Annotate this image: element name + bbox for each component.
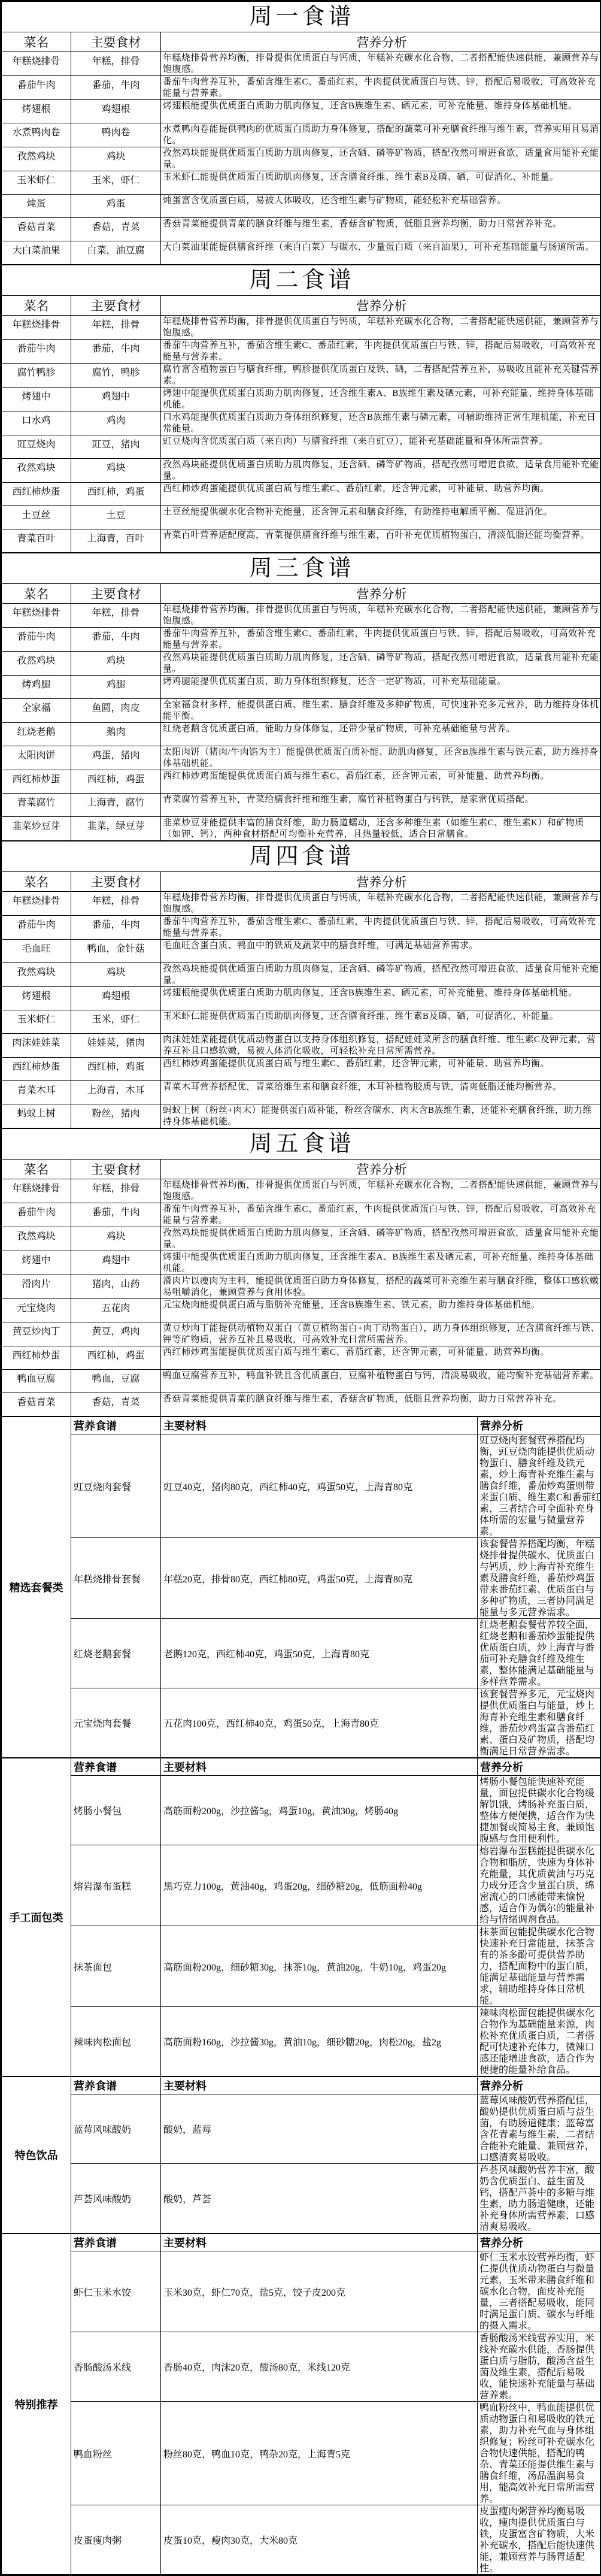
recipe-row [2, 1776, 601, 1845]
analysis-cell: 口水鸡能提供优质蛋白质助力身体组织修复，还含B族维生素与磷元素，可辅助维持正常生理机能，补充日常能量。 [161, 411, 601, 435]
dish-name-cell: 年糕烧排骨 [2, 52, 71, 76]
menu-row [2, 676, 601, 699]
analysis-cell: 土豆丝能提供碳水化合物补充能量，还含钾元素和膳食纤维，有助维持电解质平衡、促进消化。 [161, 506, 601, 529]
recipe-name-cell: 虾仁玉米水饺 [71, 2251, 161, 2332]
analysis-cell: 年糕烧排骨营养均衡，排骨提供优质蛋白与钙质，年糕补充碳水化合物，二者搭配能快速供能，兼顾营养与饱腹感。 [161, 892, 601, 916]
analysis-cell: 青菜腐竹营养互补，青菜给膳食纤维和维生素，腐竹补植物蛋白与钙铁，是家常优质搭配。 [161, 794, 601, 817]
recipe-row [2, 2164, 601, 2233]
ingredients-cell: 鸡腿 [71, 676, 161, 699]
weekly-table-wednesday [1, 553, 601, 841]
menu-row [2, 340, 601, 364]
ingredients-cell: 鹅肉 [71, 723, 161, 746]
menu-row [2, 195, 601, 218]
col-header-nutrition-analysis: 营养分析 [161, 1160, 601, 1179]
materials-cell: 皮蛋10克，瘦肉30克，大米80克 [161, 2505, 478, 2575]
ingredients-cell: 番茄，牛肉 [71, 628, 161, 652]
ingredients-cell: 鸡块 [71, 147, 161, 171]
col-header-ingredients: 主要食材 [71, 1160, 161, 1179]
dish-name-cell: 口水鸡 [2, 411, 71, 435]
materials-cell: 高筋面粉200g，细砂糖30g，抹茶10g，黄油20g，牛奶10g，鸡蛋20g [161, 1926, 478, 2007]
dish-name-cell: 年糕烧排骨 [2, 892, 71, 916]
materials-cell: 粉丝80克，鸭血10克，鸭杂20克，上海青5克 [161, 2402, 478, 2505]
menu-row [2, 388, 601, 411]
dish-name-cell: 年糕烧排骨 [2, 316, 71, 340]
analysis-cell: 烤鸡腿能提供优质蛋白质，助力身体组织修复，还含一定矿物质，可补充基础能量。 [161, 676, 601, 699]
dish-name-cell: 孜然鸡块 [2, 963, 71, 987]
analysis-cell: 该套餐营养搭配均衡，年糕烧排骨提供碳水、优质蛋白与钙质，炒上海青补充维生素及膳食纤维，番茄炒鸡蛋带来番茄红素、优质蛋白与多种矿物质，三者协同满足能量与多元营养需求。 [478, 1538, 601, 1619]
dish-name-cell: 大白菜油果 [2, 241, 71, 265]
menu-row [2, 1346, 601, 1370]
menu-row [2, 100, 601, 123]
ingredients-cell: 鸡翅中 [71, 388, 161, 411]
dish-name-cell: 青菜百叶 [2, 529, 71, 553]
dish-name-cell: 孜然鸡块 [2, 1227, 71, 1251]
menu-row [2, 364, 601, 388]
materials-cell: 酸奶，蓝莓 [161, 2094, 478, 2164]
dish-name-cell: 毛血旺 [2, 940, 71, 963]
dish-name-cell: 烤翅中 [2, 1251, 71, 1275]
analysis-cell: 黄豆炒肉丁能提供动植物双蛋白（黄豆植物蛋白+肉丁动物蛋白），助力身体组织修复，还含膳食纤维与铁、钾等矿物质，营养互补且易吸收，可高效补充日常所需营养。 [161, 1322, 601, 1346]
ingredients-cell: 鸭血，金针菇 [71, 940, 161, 963]
ingredients-cell: 白菜，油豆腐 [71, 241, 161, 265]
dish-name-cell: 肉沫娃娃菜 [2, 1034, 71, 1058]
analysis-cell: 西红柿炒鸡蛋能提供优质蛋白质与维生素C、番茄红素，还含钾元素，可补能量、助营养均衡。 [161, 483, 601, 506]
dish-name-cell: 玉米虾仁 [2, 1010, 71, 1034]
materials-cell: 年糕20克，排骨80克，西红柿80克，鸡蛋50克，上海青80克 [161, 1538, 478, 1619]
dish-name-cell: 番茄牛肉 [2, 916, 71, 940]
dish-name-cell: 番茄牛肉 [2, 340, 71, 364]
col-header-nutrition-analysis: 营养分析 [478, 2234, 601, 2251]
ingredients-cell: 鸡蛋 [71, 195, 161, 218]
dish-name-cell: 西红柿炒蛋 [2, 483, 71, 506]
dish-name-cell: 西红柿炒蛋 [2, 1346, 71, 1370]
day-title: 周一食谱 [2, 2, 601, 32]
dish-name-cell: 青菜腐竹 [2, 794, 71, 817]
menu-row [2, 892, 601, 916]
ingredients-cell: 番茄，牛肉 [71, 76, 161, 100]
menu-row [2, 604, 601, 628]
analysis-cell: 香菇青菜能提供青菜的膳食纤维与维生素，香菇含矿物质，低脂且营养均衡，助力日常营养补充。 [161, 218, 601, 241]
category-label: 特色饮品 [2, 2077, 71, 2233]
analysis-cell: 孜然鸡块能提供优质蛋白质助力肌肉修复，还含硒、磷等矿物质，搭配孜然可增进食欲，适量食用能补充能量。 [161, 652, 601, 676]
analysis-cell: 西红柿炒鸡蛋能提供优质蛋白质与维生素C、番茄红素，还含钾元素，可补能量、助营养均衡。 [161, 770, 601, 794]
dish-name-cell: 香菇青菜 [2, 218, 71, 241]
analysis-cell: 香菇青菜能提供青菜的膳食纤维与维生素，香菇含矿物质，低脂且营养均衡，助力日常营养补充。 [161, 1393, 601, 1416]
day-title: 周五食谱 [2, 1129, 601, 1160]
col-header-ingredients: 主要食材 [71, 296, 161, 316]
analysis-cell: 韭菜炒豆芽能提供丰富的膳食纤维，助力肠道蠕动，还含多种维生素（如维生素C、维生素K）和矿物质（如钾、钙），两种食材搭配可均衡补充营养，且热量较低，适合日常膳食。 [161, 817, 601, 841]
menu-row [2, 963, 601, 987]
ingredients-cell: 腐竹，鸭胗 [71, 364, 161, 388]
dish-name-cell: 烤鸡腿 [2, 676, 71, 699]
analysis-cell: 烤翅中能提供优质蛋白质助力肌肉修复，还含维生素A、B族维生素及硒元素，可补充能量、维持身体基础机能。 [161, 388, 601, 411]
menu-row [2, 723, 601, 746]
dish-name-cell: 水煮鸭肉卷 [2, 123, 71, 147]
menu-row [2, 1203, 601, 1227]
analysis-cell: 烤翅根能提供优质蛋白质助力肌肉修复，还含B族维生素、硒元素，可补充能量、维持身体基础机能。 [161, 100, 601, 123]
col-header-dish-name: 菜名 [2, 584, 71, 604]
recipe-row [2, 2505, 601, 2575]
col-header-nutrition-analysis: 营养分析 [161, 296, 601, 316]
menu-row [2, 1179, 601, 1203]
analysis-cell: 水煮鸭肉卷能提供鸭肉的优质蛋白质助力身体修复，搭配的蔬菜可补充膳食纤维与维生素，营养实用且易消化。 [161, 123, 601, 147]
dish-name-cell: 玉米虾仁 [2, 171, 71, 195]
menu-row [2, 1393, 601, 1416]
analysis-cell: 番茄牛肉营养互补，番茄含维生素C、番茄红素，牛肉提供优质蛋白与铁、锌，搭配后易吸收，可高效补充能量与营养素。 [161, 76, 601, 100]
analysis-cell: 年糕烧排骨营养均衡，排骨提供优质蛋白与钙质，年糕补充碳水化合物，二者搭配能快速供能，兼顾营养与饱腹感。 [161, 52, 601, 76]
dish-name-cell: 孜然鸡块 [2, 459, 71, 483]
recipe-name-cell: 蓝莓风味酸奶 [71, 2094, 161, 2164]
dish-name-cell: 腐竹鸭胗 [2, 364, 71, 388]
analysis-cell: 西红柿炒鸡蛋能提供优质蛋白质与维生素C、番茄红素，还含钾元素，可补能量、助营养均衡。 [161, 1346, 601, 1370]
menu-row [2, 1227, 601, 1251]
dish-name-cell: 豇豆烧肉 [2, 435, 71, 459]
analysis-cell: 青菜百叶营养适配度高，青菜提供膳食纤维与维生素，百叶补充优质植物蛋白，清淡低脂还能均衡营养。 [161, 529, 601, 553]
analysis-cell: 孜然鸡块能提供优质蛋白质助力肌肉修复，还含硒、磷等矿物质，搭配孜然可增进食欲，适量食用能补充能量。 [161, 963, 601, 987]
col-header-nutrition-analysis: 营养分析 [161, 32, 601, 52]
analysis-cell: 番茄牛肉营养互补，番茄含维生素C、番茄红素，牛肉提供优质蛋白与铁、锌，搭配后易吸收，可高效补充能量与营养素。 [161, 916, 601, 940]
ingredients-cell: 土豆 [71, 506, 161, 529]
recipe-row [2, 2007, 601, 2076]
ingredients-cell: 鸡块 [71, 652, 161, 676]
col-header-nutrition-analysis: 营养分析 [478, 1417, 601, 1434]
recipe-row [2, 1538, 601, 1619]
menu-row [2, 506, 601, 529]
dish-name-cell: 年糕烧排骨 [2, 1179, 71, 1203]
dish-name-cell: 西红柿炒蛋 [2, 1058, 71, 1081]
recipe-row [2, 2094, 601, 2164]
ingredients-cell: 西红柿，鸡蛋 [71, 770, 161, 794]
analysis-cell: 毛血旺含蛋白质、鸭血中的铁质及蔬菜中的膳食纤维，可满足基础营养需求。 [161, 940, 601, 963]
materials-cell: 五花肉100克，西红柿40克，鸡蛋50克，上海青80克 [161, 1688, 478, 1758]
menu-row [2, 147, 601, 171]
dish-name-cell: 孜然鸡块 [2, 147, 71, 171]
ingredients-cell: 上海青，百叶 [71, 529, 161, 553]
menu-row [2, 459, 601, 483]
materials-cell: 高筋面粉160g，沙拉酱30g，黄油10g，细砂糖20g，肉松20g，盐2g [161, 2007, 478, 2076]
recipe-name-cell: 皮蛋瘦肉粥 [71, 2505, 161, 2575]
menu-row [2, 241, 601, 265]
recipe-row [2, 2402, 601, 2505]
ingredients-cell: 鸡翅中 [71, 1251, 161, 1275]
col-header-recipe: 营养食谱 [71, 1758, 161, 1776]
analysis-cell: 腐竹富含植物蛋白与膳食纤维，鸭胗提供优质蛋白及铁、硒，二者搭配营养互补，易吸收且能补充关键营养素。 [161, 364, 601, 388]
analysis-cell: 西红柿炒鸡蛋能提供优质蛋白质与维生素C、番茄红素，还含钾元素，可补能量、助营养均衡。 [161, 1058, 601, 1081]
analysis-cell: 香肠酸汤米线营养实用，米线补充碳水供能，香肠提供蛋白质与脂肪，酸汤含益生菌及维生素，搭配后易吸收，能快速补充能量与基础营养素。 [478, 2332, 601, 2402]
ingredients-cell: 玉米，虾仁 [71, 171, 161, 195]
dish-name-cell: 红烧老鹅 [2, 723, 71, 746]
analysis-cell: 孜然鸡块能提供优质蛋白质助力肌肉修复，还含硒、磷等矿物质，搭配孜然可增进食欲，适量食用能补充能量。 [161, 1227, 601, 1251]
dish-name-cell: 炖蛋 [2, 195, 71, 218]
ingredients-cell: 黄豆，鸡肉 [71, 1322, 161, 1346]
weekly-table-thursday [1, 841, 601, 1128]
dish-name-cell: 孜然鸡块 [2, 652, 71, 676]
category-table-set-meals [1, 1416, 601, 1758]
ingredients-cell: 玉米，虾仁 [71, 1010, 161, 1034]
recipe-name-cell: 烤肠小餐包 [71, 1776, 161, 1845]
analysis-cell: 辣味肉松面包能提供碳水化合物作为基础能量来源，肉松补充优质蛋白质，二者搭配可快速补充体力，微辣口感还能增进食欲，适合作为便捷的能量补给食品。 [478, 2007, 601, 2076]
menu-row [2, 987, 601, 1010]
ingredients-cell: 粉丝，猪肉 [71, 1104, 161, 1128]
ingredients-cell: 番茄，牛肉 [71, 1203, 161, 1227]
dish-name-cell: 烤翅根 [2, 100, 71, 123]
col-header-ingredients: 主要食材 [71, 32, 161, 52]
dish-name-cell: 番茄牛肉 [2, 76, 71, 100]
col-header-dish-name: 菜名 [2, 32, 71, 52]
analysis-cell: 太阳肉饼（猪肉/牛肉馅为主）能提供优质蛋白质补能、助肌肉修复，还含B族维生素与铁元素，助力维持身体基础机能。 [161, 746, 601, 770]
analysis-cell: 年糕烧排骨营养均衡，排骨提供优质蛋白与钙质，年糕补充碳水化合物，二者搭配能快速供能，兼顾营养与饱腹感。 [161, 604, 601, 628]
recipe-name-cell: 抹茶面包 [71, 1926, 161, 2007]
recipe-row [2, 2332, 601, 2402]
weekly-table-friday [1, 1128, 601, 1416]
ingredients-cell: 鸡块 [71, 963, 161, 987]
ingredients-cell: 猪肉，山药 [71, 1275, 161, 1299]
dish-name-cell: 滑肉片 [2, 1275, 71, 1299]
ingredients-cell: 鸡块 [71, 459, 161, 483]
category-table-special-recommend [1, 2233, 601, 2575]
analysis-cell: 豇豆烧肉含优质蛋白质（来自肉）与膳食纤维（来自豇豆），能补充基础能量和身体所需营养。 [161, 435, 601, 459]
ingredients-cell: 年糕，排骨 [71, 604, 161, 628]
category-table-handmade-bread [1, 1758, 601, 2076]
menu-row [2, 628, 601, 652]
menu-row [2, 483, 601, 506]
ingredients-cell: 年糕，排骨 [71, 1179, 161, 1203]
col-header-ingredients: 主要食材 [71, 584, 161, 604]
recipe-row [2, 1845, 601, 1926]
menu-row [2, 1081, 601, 1104]
menu-row [2, 529, 601, 553]
analysis-cell: 孜然鸡块能提供优质蛋白质助力肌肉修复，还含硒、磷等矿物质，搭配孜然可增进食欲，适量食用能补充能量。 [161, 459, 601, 483]
ingredients-cell: 年糕，排骨 [71, 316, 161, 340]
materials-cell: 豇豆40克，猪肉80克，西红柿40克，鸡蛋50克，上海青80克 [161, 1434, 478, 1538]
day-title: 周二食谱 [2, 265, 601, 296]
ingredients-cell: 韭菜，绿豆芽 [71, 817, 161, 841]
recipe-name-cell: 鸭血粉丝 [71, 2402, 161, 2505]
dish-name-cell: 烤翅中 [2, 388, 71, 411]
materials-cell: 香肠40克，肉沫20克，酸汤80克，米线120克 [161, 2332, 478, 2402]
analysis-cell: 蓝莓风味酸奶营养搭配佳，酸奶提供优质蛋白质与益生菌，有助肠道健康；蓝莓富含花青素与维生素，二者结合能补充能量、兼顾营养，口感清爽易吸收。 [478, 2094, 601, 2164]
menu-row [2, 1251, 601, 1275]
ingredients-cell: 西红柿，鸡蛋 [71, 1346, 161, 1370]
ingredients-cell: 香菇，青菜 [71, 218, 161, 241]
recipe-row [2, 1926, 601, 2007]
materials-cell: 玉米30克，虾仁70克，盐5克，饺子皮200克 [161, 2251, 478, 2332]
ingredients-cell: 番茄，牛肉 [71, 916, 161, 940]
analysis-cell: 烤肠小餐包能快速补充能量，面包提供碳水化合物缓解饥饿，烤肠补充蛋白质，整体方便便携，适合作为快捷加餐或简易主食，兼顾饱腹感与食用便利性。 [478, 1776, 601, 1845]
analysis-cell: 豇豆烧肉套餐营养搭配均衡，豇豆烧肉能提供优质动物蛋白、膳食纤维及铁元素，炒上海青补充维生素与膳食纤维，番茄炒鸡蛋则带来蛋白质、维生素C和番茄红素，三者结合可全面补充身体所需的宏量与微量营养素。 [478, 1434, 601, 1538]
category-label: 精选套餐类 [2, 1417, 71, 1758]
analysis-cell: 年糕烧排骨营养均衡，排骨提供优质蛋白与钙质，年糕补充碳水化合物，二者搭配能快速供能，兼顾营养与饱腹感。 [161, 316, 601, 340]
analysis-cell: 孜然鸡块能提供优质蛋白质助力肌肉修复，还含硒、磷等矿物质，搭配孜然可增进食欲，适量食用能补充能量。 [161, 147, 601, 171]
materials-cell: 酸奶，芦荟 [161, 2164, 478, 2233]
analysis-cell: 全家福食材多样，能提供蛋白质、维生素、膳食纤维及多种矿物质，可快速补充多元营养，助力维持身体机能平衡。 [161, 699, 601, 723]
ingredients-cell: 鸡翅根 [71, 100, 161, 123]
analysis-cell: 芦荟风味酸奶营养丰富，酸奶含优质蛋白、益生菌及钙，搭配芦荟中的多糖与维生素，助力肠道健康，还能补充身体所需营养素，口感清爽易吸收。 [478, 2164, 601, 2233]
category-table-special-drinks [1, 2076, 601, 2233]
day-title: 周四食谱 [2, 841, 601, 872]
menu-row [2, 52, 601, 76]
recipe-name-cell: 辣味肉松面包 [71, 2007, 161, 2076]
recipe-name-cell: 香肠酸汤米线 [71, 2332, 161, 2402]
ingredients-cell: 番茄，牛肉 [71, 340, 161, 364]
recipe-name-cell: 红烧老鹅套餐 [71, 1619, 161, 1688]
ingredients-cell: 五花肉 [71, 1299, 161, 1322]
ingredients-cell: 鸡肉 [71, 411, 161, 435]
weekly-table-tuesday [1, 265, 601, 553]
menu-row [2, 411, 601, 435]
dish-name-cell: 蚂蚁上树 [2, 1104, 71, 1128]
analysis-cell: 番茄牛肉营养互补，番茄含维生素C、番茄红素，牛肉提供优质蛋白与铁、锌，搭配后易吸收，可高效补充能量与营养素。 [161, 628, 601, 652]
col-header-ingredients: 主要食材 [71, 872, 161, 892]
col-header-recipe: 营养食谱 [71, 1417, 161, 1434]
menu-row [2, 770, 601, 794]
analysis-cell: 蚂蚁上树（粉丝+肉末）能提供蛋白质补能，粉丝含碳水、肉末含B族维生素，还能补充膳食纤维，助力维持身体基础机能。 [161, 1104, 601, 1128]
analysis-cell: 皮蛋瘦肉粥营养均衡易吸收，瘦肉提供优质蛋白与铁，皮蛋富含矿物质，大米补充碳水，搭配后能快速供能，兼顾营养与肠胃适配性。 [478, 2505, 601, 2575]
menu-row [2, 699, 601, 723]
menu-row [2, 746, 601, 770]
col-header-nutrition-analysis: 营养分析 [161, 872, 601, 892]
analysis-cell: 玉米虾仁能提供优质蛋白质助肌肉修复，还含膳食纤维、维生素B及磷、硒，可促消化、补能量。 [161, 1010, 601, 1034]
ingredients-cell: 西红柿，鸡蛋 [71, 1058, 161, 1081]
ingredients-cell: 娃娃菜，猪肉 [71, 1034, 161, 1058]
analysis-cell: 年糕烧排骨营养均衡，排骨提供优质蛋白与钙质，年糕补充碳水化合物，二者搭配能快速供能，兼顾营养与饱腹感。 [161, 1179, 601, 1203]
ingredients-cell: 鸭血，豆腐 [71, 1370, 161, 1393]
recipe-name-cell: 元宝烧肉套餐 [71, 1688, 161, 1758]
analysis-cell: 大白菜油果能提供膳食纤维（来自白菜）与碳水、少量蛋白质（来自油果），可补充基础能量与肠道所需。 [161, 241, 601, 265]
menu-row [2, 1275, 601, 1299]
menu-row [2, 794, 601, 817]
dish-name-cell: 香菇青菜 [2, 1393, 71, 1416]
menu-row [2, 940, 601, 963]
recipe-row [2, 1688, 601, 1758]
ingredients-cell: 鸡蛋，猪肉 [71, 746, 161, 770]
dish-name-cell: 黄豆炒肉丁 [2, 1322, 71, 1346]
analysis-cell: 元宝烧肉能提供蛋白质与脂肪补充能量，还含B族维生素、铁元素，助力维持身体基础机能。 [161, 1299, 601, 1322]
day-title: 周三食谱 [2, 553, 601, 584]
dish-name-cell: 太阳肉饼 [2, 746, 71, 770]
analysis-cell: 熔岩瀑布蛋糕能提供碳水化合物和脂肪，快速为身体补充能量，其优质黄油与巧克力成分还含少量蛋白质，绵密流心的口感能带来愉悦感，适合作为偶尔的能量补给与情绪调剂食品。 [478, 1845, 601, 1926]
col-header-materials: 主要材料 [161, 2077, 478, 2094]
dish-name-cell: 番茄牛肉 [2, 1203, 71, 1227]
recipe-row [2, 1619, 601, 1688]
dish-name-cell: 鸭血豆腐 [2, 1370, 71, 1393]
materials-cell: 黑巧克力100g，黄油40g，鸡蛋20g，细砂糖20g，低筋面粉40g [161, 1845, 478, 1926]
menu-row [2, 916, 601, 940]
analysis-cell: 虾仁玉米水饺营养均衡，虾仁提供优质动物蛋白与微量元素，玉米带来膳食纤维和碳水化合物，面皮补充能量，三者搭配易吸收，能同时满足蛋白质、碳水与纤维的摄入需求。 [478, 2251, 601, 2332]
recipe-row [2, 2251, 601, 2332]
menu-row [2, 1058, 601, 1081]
weekly-table-monday [1, 1, 601, 265]
ingredients-cell: 年糕，排骨 [71, 892, 161, 916]
ingredients-cell: 鸭肉卷 [71, 123, 161, 147]
ingredients-cell: 鸡块 [71, 1227, 161, 1251]
ingredients-cell: 鱼圆，肉皮 [71, 699, 161, 723]
dish-name-cell: 元宝烧肉 [2, 1299, 71, 1322]
dish-name-cell: 土豆丝 [2, 506, 71, 529]
analysis-cell: 青菜木耳营养搭配优，青菜给维生素和膳食纤维，木耳补植物胶质与铁，清爽低脂还能均衡营养。 [161, 1081, 601, 1104]
analysis-cell: 烤翅中能提供优质蛋白质助力肌肉修复，还含维生素A、B族维生素及硒元素，可补充能量、维持身体基础机能。 [161, 1251, 601, 1275]
menu-row [2, 1010, 601, 1034]
ingredients-cell: 西红柿，鸡蛋 [71, 483, 161, 506]
menu-row [2, 171, 601, 195]
menu-row [2, 1299, 601, 1322]
analysis-cell: 滑肉片以瘦肉为主料，能提供优质蛋白助力身体修复，搭配的蔬菜可补充维生素与膳食纤维，整体口感软嫩易咀嚼消化，兼顾营养与食用体验。 [161, 1275, 601, 1299]
recipe-name-cell: 芦荟风味酸奶 [71, 2164, 161, 2233]
analysis-cell: 肉沫娃娃菜能提供优质动物蛋白以支持身体组织修复，搭配娃娃菜所含的膳食纤维、维生素C及钾元素，营养互补且口感软嫩，易被人体消化吸收，可轻松补充日常所需营养。 [161, 1034, 601, 1058]
menu-row [2, 1104, 601, 1128]
dish-name-cell: 年糕烧排骨 [2, 604, 71, 628]
dish-name-cell: 全家福 [2, 699, 71, 723]
recipe-name-cell: 年糕烧排骨套餐 [71, 1538, 161, 1619]
col-header-nutrition-analysis: 营养分析 [478, 1758, 601, 1776]
ingredients-cell: 上海青，木耳 [71, 1081, 161, 1104]
menu-row [2, 123, 601, 147]
col-header-materials: 主要材料 [161, 1758, 478, 1776]
materials-cell: 高筋面粉200g，沙拉酱5g，鸡蛋10g，黄油30g，烤肠40g [161, 1776, 478, 1845]
ingredients-cell: 上海青，腐竹 [71, 794, 161, 817]
menu-row [2, 218, 601, 241]
col-header-materials: 主要材料 [161, 2234, 478, 2251]
col-header-recipe: 营养食谱 [71, 2077, 161, 2094]
col-header-dish-name: 菜名 [2, 296, 71, 316]
col-header-materials: 主要材料 [161, 1417, 478, 1434]
menu-row [2, 435, 601, 459]
menu-row [2, 1322, 601, 1346]
menu-row [2, 817, 601, 841]
ingredients-cell: 鸡翅根 [71, 987, 161, 1010]
dish-name-cell: 西红柿炒蛋 [2, 770, 71, 794]
category-label: 特别推荐 [2, 2234, 71, 2575]
analysis-cell: 鸭血豆腐营养互补，鸭血补铁且含优质蛋白，豆腐补植物蛋白与钙，清淡易吸收，能均衡补充基础营养素。 [161, 1370, 601, 1393]
analysis-cell: 玉米虾仁能提供优质蛋白质助肌肉修复，还含膳食纤维、维生素B及磷、硒，可促消化、补能量。 [161, 171, 601, 195]
recipe-name-cell: 熔岩瀑布蛋糕 [71, 1845, 161, 1926]
menu-row [2, 76, 601, 100]
menu-row [2, 316, 601, 340]
menu-row [2, 652, 601, 676]
analysis-cell: 炖蛋富含优质蛋白质，易被人体吸收，还含维生素与矿物质，能轻松补充基础营养。 [161, 195, 601, 218]
dish-name-cell: 番茄牛肉 [2, 628, 71, 652]
analysis-cell: 番茄牛肉营养互补，番茄含维生素C、番茄红素，牛肉提供优质蛋白与铁、锌，搭配后易吸收，可高效补充能量与营养素。 [161, 1203, 601, 1227]
analysis-cell: 该套餐营养多元，元宝烧肉提供优质蛋白与能量，炒上海青补充维生素和膳食纤维，番茄炒鸡蛋富含番茄红素、蛋白及矿物质，搭配均衡满足日常营养需求。 [478, 1688, 601, 1758]
dish-name-cell: 青菜木耳 [2, 1081, 71, 1104]
analysis-cell: 鸭血粉丝中，鸭血能提供优质动物蛋白和易吸收的铁元素，助力补充气血与身体组织修复；粉丝可补充碳水化合物快速供能，搭配的鸭杂、青菜还能提供维生素与膳食纤维，汤品温润易食用，能高效补充日常所需营养。 [478, 2402, 601, 2505]
recipe-row [2, 1434, 601, 1538]
col-header-dish-name: 菜名 [2, 1160, 71, 1179]
dish-name-cell: 烤翅根 [2, 987, 71, 1010]
col-header-dish-name: 菜名 [2, 872, 71, 892]
category-label: 手工面包类 [2, 1758, 71, 2076]
analysis-cell: 红烧老鹅含优质蛋白质，能助力身体修复，还带少量矿物质，可补充基础能量与营养。 [161, 723, 601, 746]
analysis-cell: 番茄牛肉营养互补，番茄含维生素C、番茄红素，牛肉提供优质蛋白与铁、锌，搭配后易吸收，可高效补充能量与营养素。 [161, 340, 601, 364]
col-header-nutrition-analysis: 营养分析 [478, 2077, 601, 2094]
col-header-recipe: 营养食谱 [71, 2234, 161, 2251]
recipe-name-cell: 豇豆烧肉套餐 [71, 1434, 161, 1538]
ingredients-cell: 豇豆，猪肉 [71, 435, 161, 459]
menu-row [2, 1034, 601, 1058]
ingredients-cell: 香菇，青菜 [71, 1393, 161, 1416]
ingredients-cell: 年糕，排骨 [71, 52, 161, 76]
analysis-cell: 红烧老鹅套餐营养较全面，红烧老鹅和番茄炒蛋能提供优质蛋白质，炒上海青与番茄可补充膳食纤维及维生素，整体能满足基础能量与多样营养需求。 [478, 1619, 601, 1688]
col-header-nutrition-analysis: 营养分析 [161, 584, 601, 604]
dish-name-cell: 韭菜炒豆芽 [2, 817, 71, 841]
analysis-cell: 抹茶面包能提供碳水化合物快速补充日常能量，抹茶含有的茶多酚可提供营养助力，搭配面粉中的蛋白质，能满足基础能量与营养需求，辅助维持身体日常机能。 [478, 1926, 601, 2007]
analysis-cell: 烤翅根能提供优质蛋白质助力肌肉修复，还含B族维生素、硒元素，可补充能量、维持身体基础机能。 [161, 987, 601, 1010]
materials-cell: 老鹅120克，西红柿40克，鸡蛋50克，上海青80克 [161, 1619, 478, 1688]
menu-row [2, 1370, 601, 1393]
